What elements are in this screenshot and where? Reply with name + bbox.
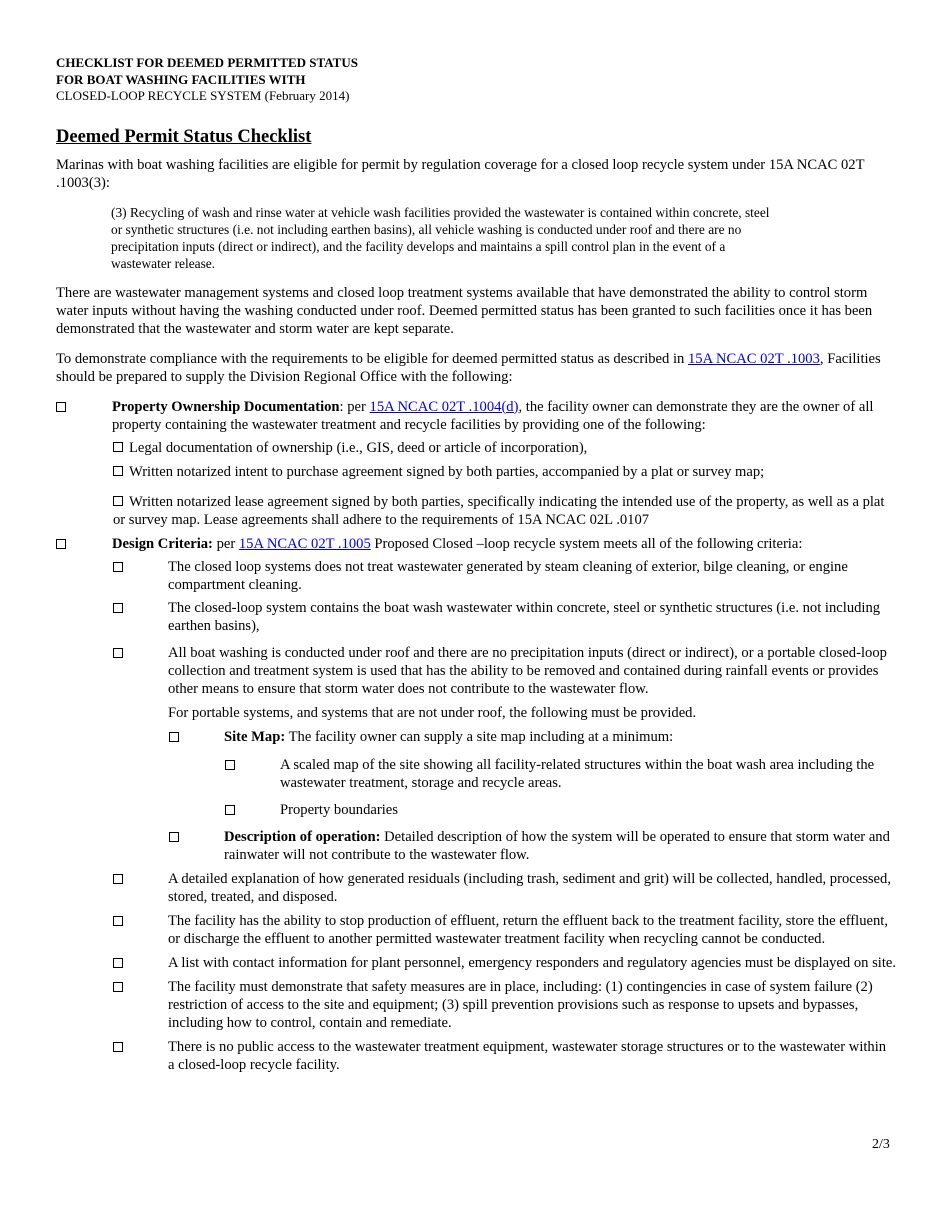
checkbox-criteria-2[interactable]: [113, 603, 123, 613]
portable-systems-note: For portable systems, and systems that are not under roof, the following must be provided.: [168, 704, 697, 721]
description-of-operation-item: Description of operation: Detailed description of how the system will be operated to ensure that storm water and rainwater will not contribute to the wastewater flow.: [56, 828, 896, 864]
intro-paragraph: Marinas with boat washing facilities are eligible for permit by regulation coverage for a closed loop recycle system under 15A NCAC 02T .1003(3):: [56, 156, 865, 191]
link-15a-ncac-02t-1003[interactable]: 15A NCAC 02T .1003: [688, 350, 820, 367]
criteria-item: The closed loop systems does not treat wastewater generated by steam cleaning of exterior, bilge cleaning, or engine compartment cleaning.: [56, 558, 896, 594]
ownership-label: Property Ownership Documentation: [112, 398, 340, 415]
link-15a-ncac-02t-1005[interactable]: 15A NCAC 02T .1005: [238, 535, 371, 552]
checkbox-ownership[interactable]: [56, 402, 66, 412]
checkbox-criteria-8[interactable]: [113, 1042, 123, 1052]
checkbox-criteria-7[interactable]: [113, 982, 123, 992]
page-title: Deemed Permit Status Checklist: [56, 126, 312, 147]
criteria-item: The closed-loop system contains the boat wash wastewater within concrete, steel or synthetic structures (i.e. not including earthen basins),: [56, 599, 896, 635]
criteria-item: There is no public access to the wastewater treatment equipment, wastewater storage structures or to the wastewater within a closed-loop recycle facility.: [56, 1038, 896, 1074]
checkbox-ownership-option-3[interactable]: [113, 496, 123, 506]
checkbox-scaled-map[interactable]: [225, 760, 235, 770]
checkbox-ownership-option-2[interactable]: [113, 466, 123, 476]
paragraph-compliance: To demonstrate compliance with the requirements to be eligible for deemed permitted status as described in 15A NCAC 02T .1003, Facilities should be prepared to supply the Division Regional Office with the following:: [56, 350, 881, 385]
regulation-quote: (3) Recycling of wash and rinse water at vehicle wash facilities provided the wastewater is contained within concrete, steel or synthetic structures (i.e. not including earthen basins), all vehicle washing is conducted under roof and there are no precipitation inputs (direct or indirect), and the facility develops and maintains a spill control plan in the event of a wastewater release.: [111, 204, 770, 271]
checkbox-criteria-1[interactable]: [113, 562, 123, 572]
ownership-option: Legal documentation of ownership (i.e., GIS, deed or article of incorporation),: [113, 439, 896, 457]
site-map-subitem: A scaled map of the site showing all facility-related structures within the boat wash area including the wastewater treatment, storage and recycle areas.: [56, 756, 896, 792]
site-map-label: Site Map:: [224, 728, 286, 745]
checkbox-ownership-option-1[interactable]: [113, 442, 123, 452]
criteria-item: The facility has the ability to stop production of effluent, return the effluent back to the treatment facility, store the effluent, or discharge the effluent to another permitted wastewater treatment facility when recycling cannot be conducted.: [56, 912, 896, 948]
paragraph-systems: There are wastewater management systems and closed loop treatment systems available that have demonstrated the ability to control storm water inputs without having the washing conducted under roof. Deemed permitted status has been granted to such facilities once it has been demonstrated that the wastewater and storm water are kept separate.: [56, 284, 873, 337]
checkbox-criteria-6[interactable]: [113, 958, 123, 968]
checkbox-criteria-3[interactable]: [113, 648, 123, 658]
checkbox-criteria-4[interactable]: [113, 874, 123, 884]
header-line-2: FOR BOAT WASHING FACILITIES WITH: [56, 71, 306, 87]
header-line-1: CHECKLIST FOR DEEMED PERMITTED STATUS: [56, 55, 358, 70]
checklist-item-design-criteria: Design Criteria: per 15A NCAC 02T .1005 Proposed Closed –loop recycle system meets all of the following criteria:: [56, 535, 896, 553]
checkbox-property-boundaries[interactable]: [225, 805, 235, 815]
document-header: [56, 55, 896, 105]
ownership-option: Written notarized lease agreement signed by both parties, specifically indicating the intended use of the property, as well as a plat or survey map. Lease agreements shall adhere to the requirements of 15A NCAC 02L .0107: [113, 493, 885, 528]
link-15a-ncac-02t-1004d[interactable]: 15A NCAC 02T .1004(d): [369, 398, 519, 415]
page-number: 2/3: [872, 1137, 890, 1152]
design-criteria-label: Design Criteria:: [112, 535, 213, 552]
checkbox-description-of-operation[interactable]: [169, 832, 179, 842]
checkbox-site-map[interactable]: [169, 732, 179, 742]
document-page: [56, 55, 896, 1074]
site-map-subitem: Property boundaries: [56, 801, 896, 819]
checkbox-design-criteria[interactable]: [56, 539, 66, 549]
ownership-option: Written notarized intent to purchase agreement signed by both parties, accompanied by a plat or survey map;: [113, 463, 896, 481]
site-map-item: Site Map: The facility owner can supply a site map including at a minimum:: [56, 728, 896, 746]
criteria-item: A detailed explanation of how generated residuals (including trash, sediment and grit) will be collected, handled, processed, stored, treated, and disposed.: [56, 870, 896, 906]
checkbox-criteria-5[interactable]: [113, 916, 123, 926]
criteria-item: A list with contact information for plant personnel, emergency responders and regulatory agencies must be displayed on site.: [56, 954, 896, 972]
operation-label: Description of operation:: [224, 828, 381, 845]
header-line-3: CLOSED-LOOP RECYCLE SYSTEM (February 2014): [56, 88, 350, 103]
criteria-item: All boat washing is conducted under roof and there are no precipitation inputs (direct or indirect), or a portable closed-loop collection and treatment system is used that has the ability to be removed and contained during rainfall events or provides other means to ensure that storm water does not contribute to the wastewater flow.: [56, 644, 896, 698]
checklist-item-ownership: Property Ownership Documentation: per 15A NCAC 02T .1004(d), the facility owner can demonstrate they are the owner of all property containing the wastewater treatment and recycle facilities by providing one of the following:: [56, 398, 896, 434]
criteria-item: The facility must demonstrate that safety measures are in place, including: (1) contingencies in case of system failure (2) restriction of access to the site and equipment; (3) spill prevention provisions such as response to upsets and bypasses, including how to control, contain and remediate.: [56, 978, 896, 1032]
